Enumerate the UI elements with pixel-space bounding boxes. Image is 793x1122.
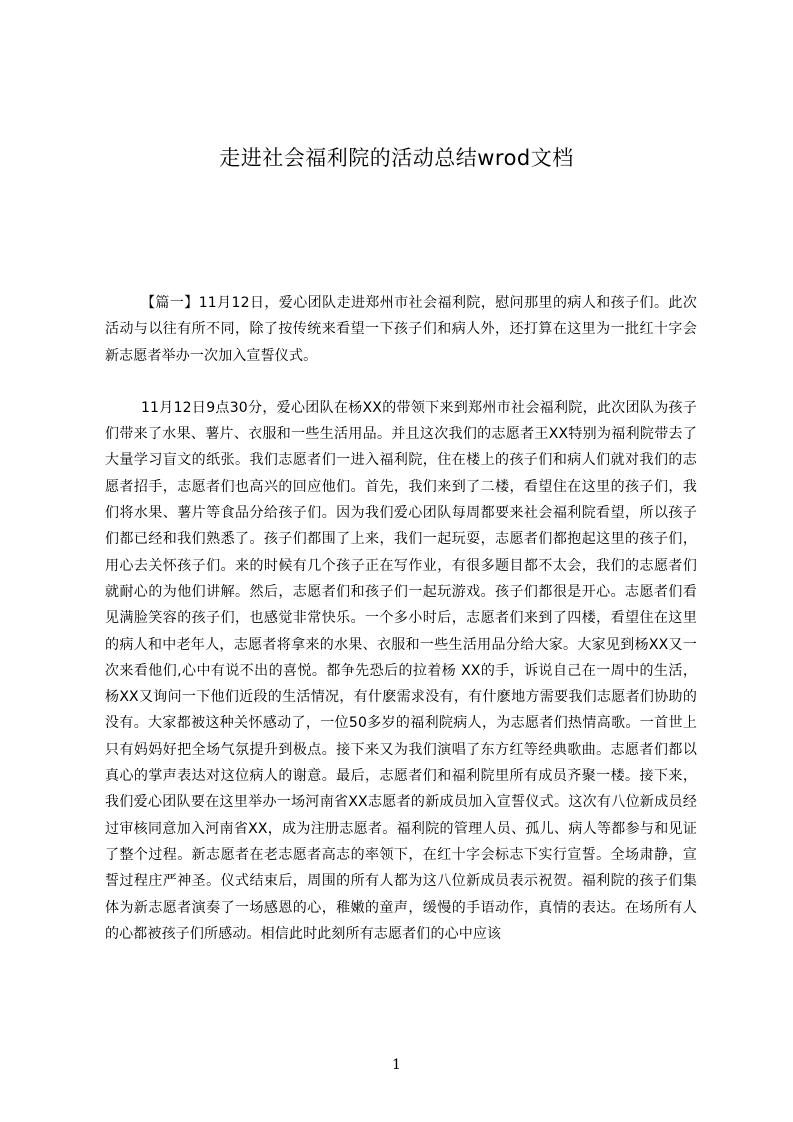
- document-body: [105, 290, 697, 1060]
- document-title: 走进社会福利院的活动总结wrod文档: [219, 146, 574, 170]
- page-number: 1: [392, 1057, 401, 1073]
- paragraph-intro: 【篇一】11月12日，爱心团队走进郑州市社会福利院，慰问那里的病人和孩子们。此次活动与以往有所不同，除了按传统来看望一下孩子们和病人外，还打算在这里为一批红十字会新志愿者举办一次加入宣誓仪式。: [105, 295, 697, 364]
- paragraph-activity-details: 11月12日9点30分，爱心团队在杨XX的带领下来到郑州市社会福利院，此次团队为孩子们带来了水果、薯片、衣服和一些生活用品。并且这次我们的志愿者王XX特别为福利院带去了大量学习盲文的纸张。我们志愿者们一进入福利院，住在楼上的孩子们和病人们就对我们的志愿者招手，志愿者们也高兴的回应他们。首先，我们来到了二楼，看望住在这里的孩子们，我们将水果、薯片等食品分给孩子们。因为我们爱心团队每周都要来社会福利院看望，所以孩子们都已经和我们熟悉了。孩子们都围了上来，我们一起玩耍，志愿者们都抱起这里的孩子们，用心去关怀孩子们。来的时候有几个孩子正在写作业，有很多题目都不太会，我们的志愿者们就耐心的为他们讲解。然后，志愿者们和孩子们一起玩游戏。孩子们都很是开心。志愿者们看见满脸笑容的孩子们，也感觉非常快乐。一个多小时后，志愿者们来到了四楼，看望住在这里的病人和中老年人，志愿者将拿来的水果、衣服和一些生活用品分给大家。大家见到杨XX又一次来看他们,心中有说不出的喜悦。都争先恐后的拉着杨 XX的手，诉说自己在一周中的生活，杨XX又询问一下他们近段的生活情况，有什麽需求没有，有什麽地方需要我们志愿者们协助的没有。大家都被这种关怀感动了，一位50多岁的福利院病人，为志愿者们热情高歌。一首世上只有妈妈好把全场气氛提升到极点。接下来又为我们演唱了东方红等经典歌曲。志愿者们都以真心的掌声表达对这位病人的谢意。最后，志愿者们和福利院里所有成员齐聚一楼。接下来，我们爱心团队要在这里举办一场河南省XX志愿者的新成员加入宣誓仪式。这次有八位新成员经过审核同意加入河南省XX，成为注册志愿者。福利院的管理人员、孤儿、病人等都参与和见证了整个过程。新志愿者在老志愿者高志的率领下，在红十字会标志下实行宣誓。全场肃静，宣誓过程庄严神圣。仪式结束后，周围的所有人都为这八位新成员表示祝贺。福利院的孩子们集体为新志愿者演奏了一场感恩的心，稚嫩的童声，缓慢的手语动作，真情的表达。在场所有人的心都被孩子们所感动。相信此时此刻所有志愿者们的心中应该: [105, 399, 697, 942]
